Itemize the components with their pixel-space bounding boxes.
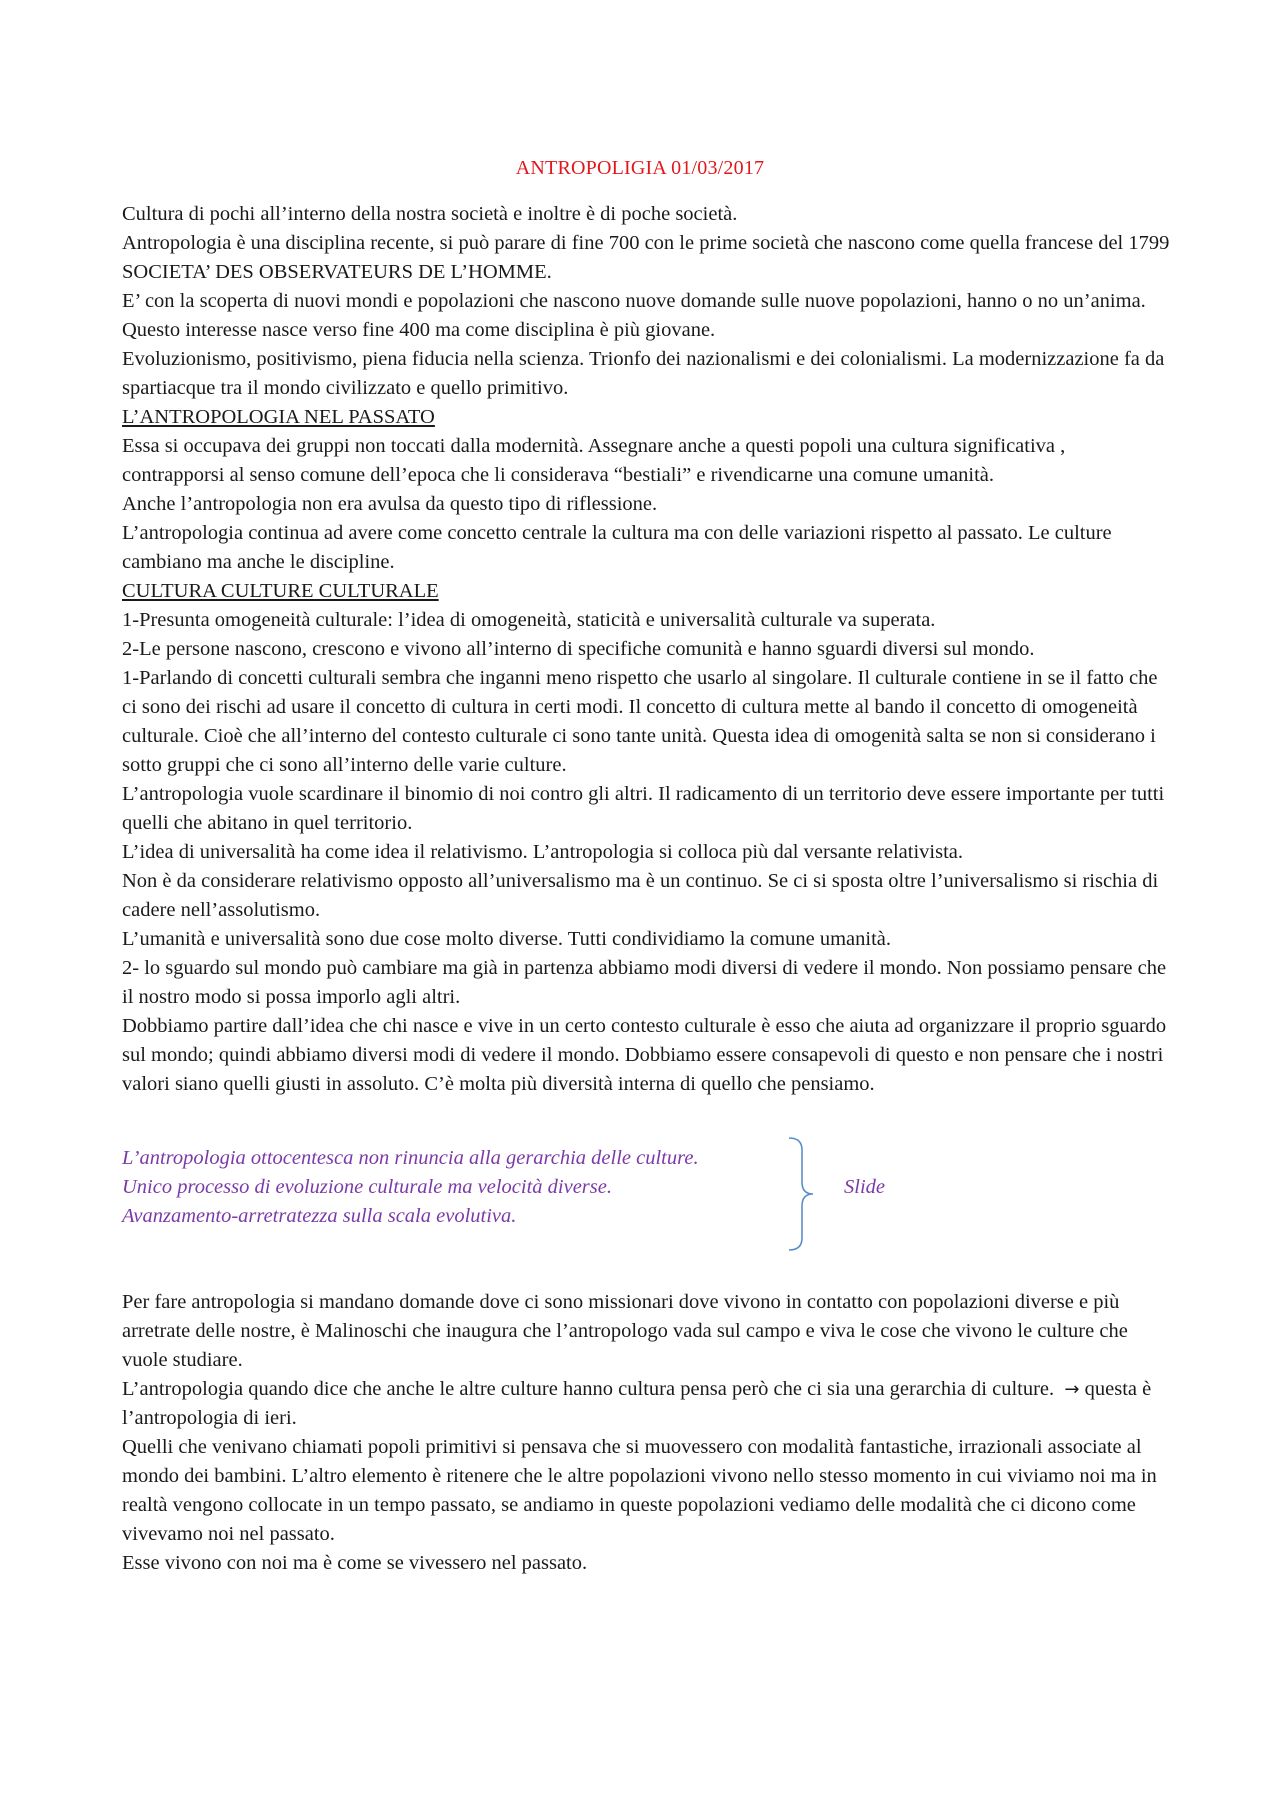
right-brace-icon xyxy=(786,1136,816,1252)
section-heading-passato: L’ANTROPOLOGIA NEL PASSATO xyxy=(122,406,435,428)
paragraph: L’idea di universalità ha come idea il relativismo. L’antropologia si colloca più dal versante relativista. xyxy=(122,841,964,863)
section-after-slide xyxy=(122,1288,1172,1578)
arrow-para-before: L’antropologia quando dice che anche le altre culture hanno cultura pensa però che ci sia una gerarchia di culture. xyxy=(122,1378,1055,1400)
paragraph: Anche l’antropologia non era avulsa da questo tipo di riflessione. xyxy=(122,493,658,515)
slide-line: Avanzamento-arretratezza sulla scala evolutiva. xyxy=(122,1205,517,1227)
arrow-para-after: questa è l’antropologia di ieri. xyxy=(122,1378,1152,1429)
paragraph: Cultura di pochi all’interno della nostra società e inoltre è di poche società. xyxy=(122,203,738,225)
paragraph-with-arrow xyxy=(122,1375,1172,1433)
paragraph: L’umanità e universalità sono due cose molto diverse. Tutti condividiamo la comune umanità. xyxy=(122,928,891,950)
paragraph: Non è da considerare relativismo opposto all’universalismo ma è un continuo. Se ci si sposta oltre l’universalismo si rischia di cadere nell’assolutismo. xyxy=(122,870,1159,921)
document-title: ANTROPOLIGIA 01/03/2017 xyxy=(515,157,765,179)
slide-label: Slide xyxy=(844,1176,885,1198)
paragraph: Per fare antropologia si mandano domande dove ci sono missionari dove vivono in contatto con popolazioni diverse e più arretrate delle nostre, è Malinoschi che inaugura che l’antropologo vada sul campo e viva le cose che vivono le culture che vuole studiare. xyxy=(122,1291,1128,1371)
paragraph: 1-Parlando di concetti culturali sembra che inganni meno rispetto che usarlo al singolare. Il culturale contiene in se il fatto che ci sono dei rischi ad usare il concetto di cultura in certi modi. Il concetto di cultura mette al bando il concetto di omogeneità culturale. Cioè che all’interno del contesto culturale ci sono tante unità. Questa idea di omogenità salta se non si considerano i sotto gruppi che ci sono all’interno delle varie culture. xyxy=(122,667,1158,776)
paragraph: Dobbiamo partire dall’idea che chi nasce e vive in un certo contesto culturale è esso che aiuta ad organizzare il proprio sguardo sul mondo; quindi abbiamo diversi modi di vedere il mondo. Dobbiamo essere consapevoli di questo e non pensare che i nostri valori siano quelli giusti in assoluto. C’è molta più diversità interna di quello che pensiamo. xyxy=(122,1015,1167,1095)
paragraph: Quelli che venivano chiamati popoli primitivi si pensava che si muovessero con modalità fantastiche, irrazionali associate al mondo dei bambini. L’altro elemento è ritenere che le altre popolazioni vivono nello stesso momento in cui viviamo noi ma in realtà vengono collocate in un tempo passato, se andiamo in queste popolazioni vediamo delle modalità che ci dicono come vivevamo noi nel passato. xyxy=(122,1436,1157,1545)
paragraph: 2- lo sguardo sul mondo può cambiare ma già in partenza abbiamo modi diversi di vedere il mondo. Non possiamo pensare che il nostro modo si possa imporlo agli altri. xyxy=(122,957,1167,1008)
paragraph: Essa si occupava dei gruppi non toccati dalla modernità. Assegnare anche a questi popoli una cultura significativa , contrapporsi al senso comune dell’epoca che li considerava “bestiali” e rivendicarne una comune umanità. xyxy=(122,435,1066,486)
arrow-right-icon: → xyxy=(1064,1379,1080,1400)
slide-notes-block xyxy=(122,1136,1172,1252)
blank-line xyxy=(122,1099,1172,1128)
paragraph: Antropologia è una disciplina recente, si può parare di fine 700 con le prime società che nascono come quella francese del 1799 SOCIETA’ DES OBSERVATEURS DE L’HOMME. xyxy=(122,232,1170,283)
paragraph: 2-Le persone nascono, crescono e vivono all’interno di specifiche comunità e hanno sguardi diversi sul mondo. xyxy=(122,638,1035,660)
document-body xyxy=(122,200,1172,1578)
paragraph: E’ con la scoperta di nuovi mondi e popolazioni che nascono nuove domande sulle nuove popolazioni, hanno o no un’anima. Questo interesse nasce verso fine 400 ma come disciplina è più giovane. xyxy=(122,290,1146,341)
slide-line: Unico processo di evoluzione culturale ma velocità diverse. xyxy=(122,1176,612,1198)
slide-line: L’antropologia ottocentesca non rinuncia alla gerarchia delle culture. xyxy=(122,1147,699,1169)
paragraph: Esse vivono con noi ma è come se vivessero nel passato. xyxy=(122,1552,588,1574)
slide-lines xyxy=(122,1136,1172,1231)
paragraph: L’antropologia vuole scardinare il binomio di noi contro gli altri. Il radicamento di un territorio deve essere importante per tutti quelli che abitano in quel territorio. xyxy=(122,783,1165,834)
paragraph: 1-Presunta omogeneità culturale: l’idea di omogeneità, staticità e universalità culturale va superata. xyxy=(122,609,936,631)
paragraph: L’antropologia continua ad avere come concetto centrale la cultura ma con delle variazioni rispetto al passato. Le culture cambiano ma anche le discipline. xyxy=(122,522,1112,573)
section-heading-cultura: CULTURA CULTURE CULTURALE xyxy=(122,580,439,602)
paragraph: Evoluzionismo, positivismo, piena fiducia nella scienza. Trionfo dei nazionalismi e dei colonialismi. La modernizzazione fa da spartiacque tra il mondo civilizzato e quello primitivo. xyxy=(122,348,1165,399)
